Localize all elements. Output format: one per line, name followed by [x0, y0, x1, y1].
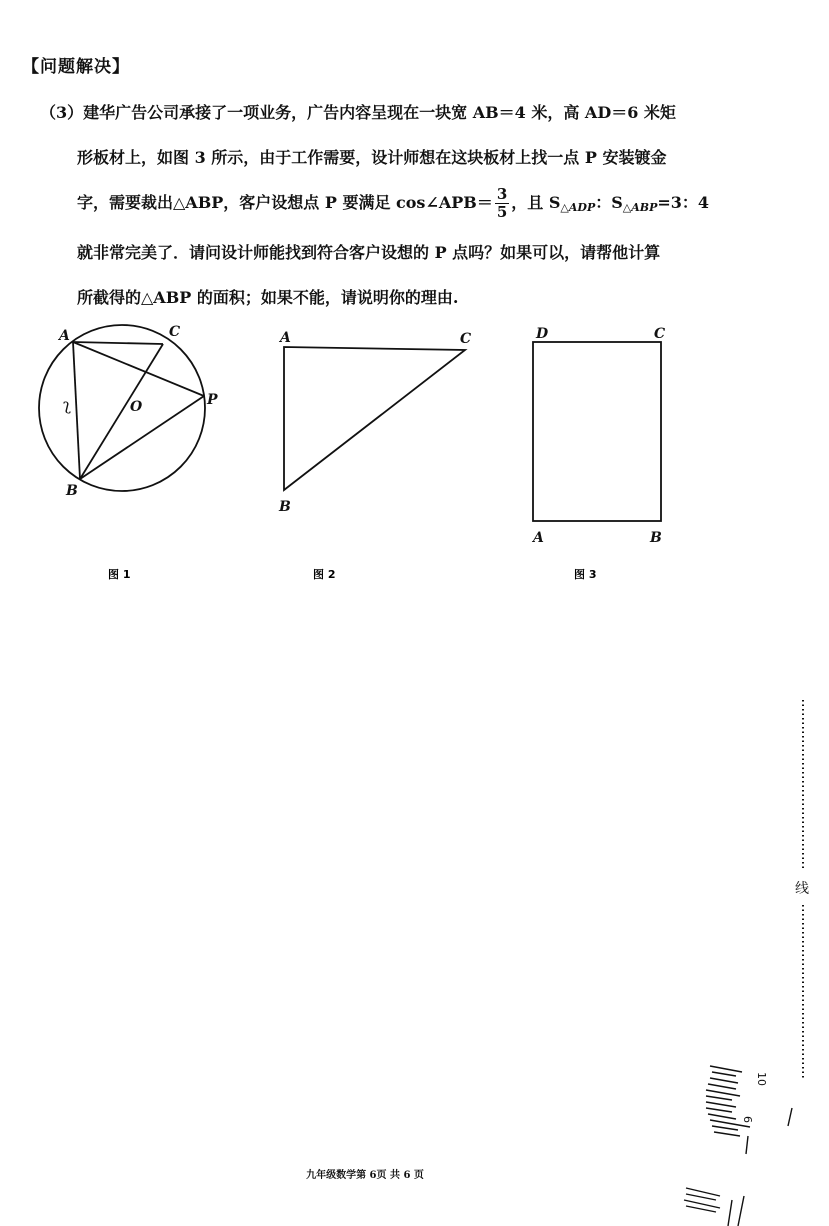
- figure-2: [284, 347, 465, 490]
- fig2-caption: 图 2: [313, 568, 336, 581]
- fig3-label-C: C: [654, 326, 666, 342]
- fig1-caption: 图 1: [108, 568, 131, 581]
- fig2-label-A: A: [280, 330, 291, 346]
- fig1-segment-AB: [73, 342, 80, 479]
- problem-line-5: 所截得的△ABP 的面积；如果不能，请说明你的理由.: [77, 288, 459, 307]
- fig1-label-A: A: [59, 328, 70, 344]
- problem-line-1: （3）建华广告公司承接了一项业务，广告内容呈现在一块宽 AB＝4 米，高 AD＝6 米矩: [40, 103, 676, 122]
- ruler-fragment: [680, 1050, 820, 1226]
- fig1-segment-AC: [73, 342, 163, 344]
- fig3-label-A: A: [533, 530, 544, 546]
- fig1-segment-BC: [80, 344, 163, 479]
- figure-3: [533, 342, 661, 521]
- ruler-ticks: [684, 1066, 792, 1226]
- fig2-triangle: [284, 347, 465, 490]
- problem-line-3: 字，需要裁出△ABP，客户设想点 P 要满足 cos∠APB＝ $\frac{3}{5}$ ，且 $S_{\triangle ADP}$：$S_{\triangle ABP}=3$：4: [77, 185, 710, 221]
- page-footer: 九年级数学第 6页 共 6 页: [306, 1170, 424, 1181]
- problem-line-2: 形板材上，如图 3 所示，由于工作需要，设计师想在这块板材上找一点 P 安装镀金: [77, 148, 667, 167]
- fig3-rectangle: [533, 342, 661, 521]
- problem-line-4: 就非常完美了．请问设计师能找到符合客户设想的 P 点吗？如果可以，请帮他计算: [77, 243, 661, 262]
- fig1-label-B: B: [66, 483, 78, 499]
- section-title: 【问题解决】: [22, 57, 130, 77]
- fraction: $\frac{3}{5}$: [496, 185, 508, 221]
- fig2-label-C: C: [460, 331, 472, 347]
- figure-3-labels: [531, 326, 665, 546]
- figure-2-labels: [278, 330, 471, 515]
- fig1-label-P: P: [207, 392, 218, 408]
- fig2-label-B: B: [279, 499, 291, 515]
- fig1-segment-AP: [73, 342, 204, 396]
- fig3-caption: 图 3: [574, 568, 597, 581]
- ruler-mark-10: 10: [755, 1072, 768, 1086]
- problem-text: [40, 90, 730, 320]
- binding-line-char: 线: [795, 881, 809, 897]
- fig3-label-D: D: [536, 326, 549, 342]
- ruler-mark-6: 6: [741, 1116, 754, 1123]
- fig1-handwritten-mark: ʅ: [63, 395, 71, 414]
- fig1-label-C: C: [169, 324, 181, 340]
- figures: [0, 300, 829, 600]
- fig1-label-O: O: [130, 399, 143, 415]
- figure-1-labels: [57, 324, 218, 499]
- fig3-label-B: B: [650, 530, 662, 546]
- problem-number: （3）: [40, 103, 84, 122]
- binding-line: [783, 700, 823, 1080]
